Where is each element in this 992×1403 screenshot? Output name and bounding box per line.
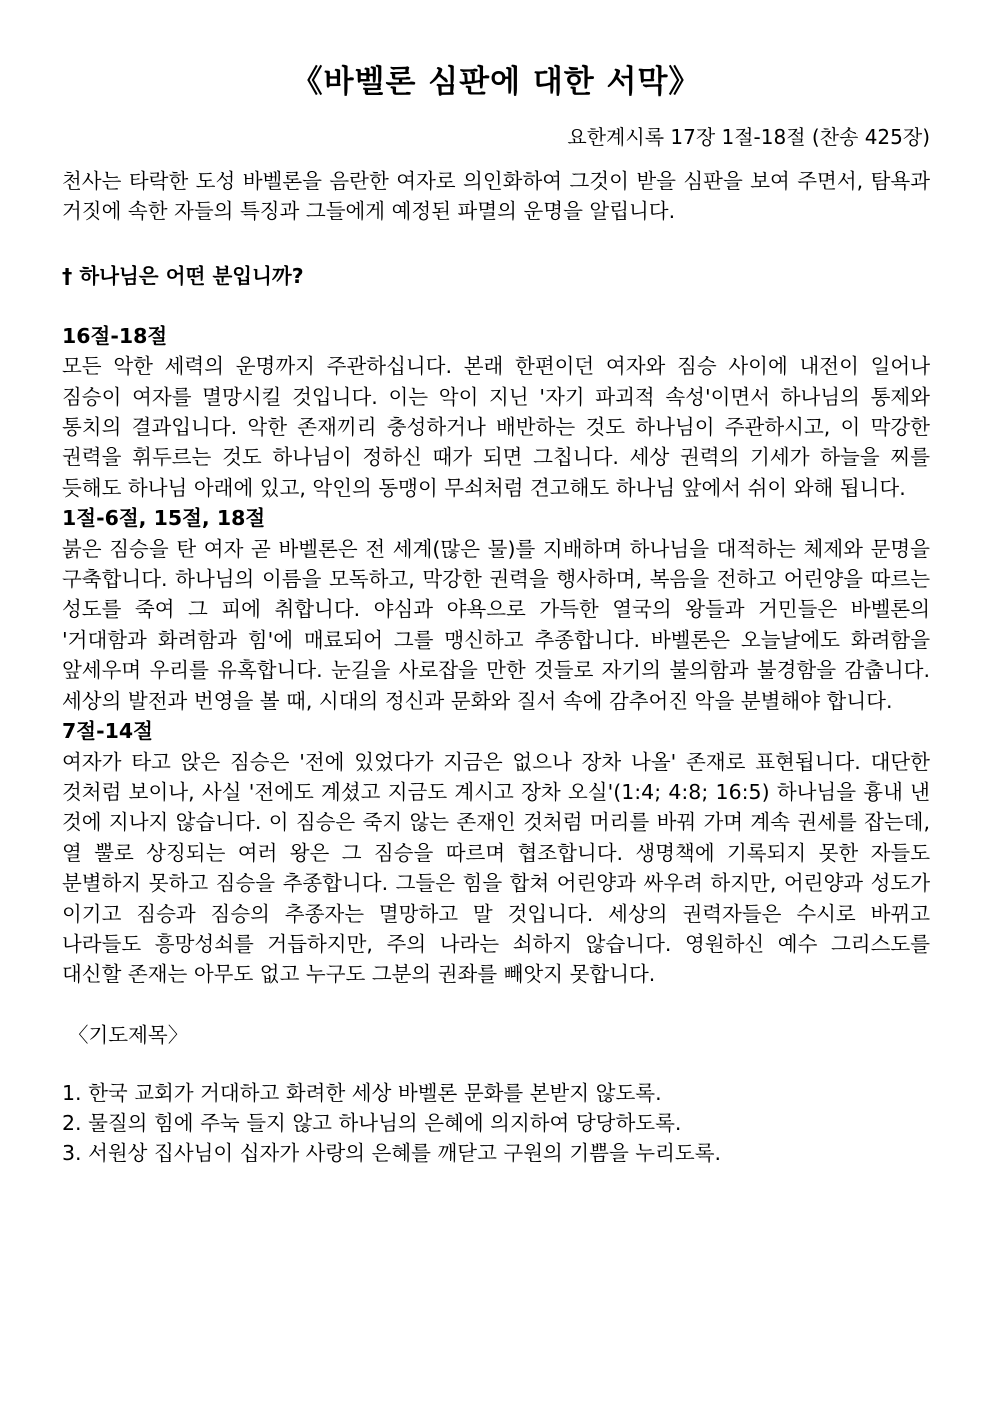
section-body-7-14: 여자가 타고 앉은 짐승은 '전에 있었다가 지금은 없으나 장차 나올' 존재로 표현됩니다. 대단한 것처럼 보이나, 사실 '전에도 계셨고 지금도 계시고 장차 오실'(1:4; 4:8; 16:5) 하나님을 흉내 낸 것에 지나지 않습니다. 이 짐승은 죽지 않는 존재인 것처럼 머리를 바꿔 가며 계속 권세를 잡는데, 열 뿔로 상징되는 여러 왕은 그 짐승을 따르며 협조합니다. 생명책에 기록되지 못한 자들도 분별하지 못하고 짐승을 추종합니다. 그들은 힘을 합쳐 어린양과 싸우려 하지만, 어린양과 성도가 이기고 짐승과 짐승의 추종자는 멸망하고 말 것입니다. 세상의 권력자들은 수시로 바뀌고 나라들도 흥망성쇠를 거듭하지만, 주의 나라는 쇠하지 않습니다. 영원하신 예수 그리스도를 대신할 존재는 아무도 없고 누구도 그분의 권좌를 빼앗지 못합니다. bbox=[62, 749, 930, 987]
scripture-reference: 요한계시록 17장 1절-18절 (찬송 425장) bbox=[567, 125, 930, 149]
section-heading-1-6: 1절-6절, 15절, 18절 bbox=[62, 506, 266, 531]
document-title: 《바벨론 심판에 대한 서막》 bbox=[291, 64, 701, 100]
prayer-item: 1. 한국 교회가 거대하고 화려한 세상 바벨론 문화를 본받지 않도록. bbox=[62, 1080, 662, 1105]
document-page bbox=[62, 60, 930, 1168]
prayer-item: 3. 서원상 집사님이 십자가 사랑의 은혜를 깨닫고 구원의 기쁨을 누리도록. bbox=[62, 1140, 722, 1165]
intro-paragraph: 천사는 타락한 도성 바벨론을 음란한 여자로 의인화하여 그것이 받을 심판을 보여 주면서, 탐욕과 거짓에 속한 자들의 특징과 그들에게 예정된 파멸의 운명을 알립니다. bbox=[62, 169, 930, 224]
prayer-list bbox=[62, 1078, 930, 1168]
section-heading-16-18: 16절-18절 bbox=[62, 323, 168, 348]
section-body-1-6: 붉은 짐승을 탄 여자 곧 바벨론은 전 세계(많은 물)를 지배하며 하나님을 대적하는 체제와 문명을 구축합니다. 하나님의 이름을 모독하고, 막강한 권력을 행사하며, 복음을 전하고 어린양을 따르는 성도를 죽여 그 피에 취합니다. 야심과 야욕으로 가득한 열국의 왕들과 거민들은 바벨론의 '거대함과 화려함과 힘'에 매료되어 그를 맹신하고 추종합니다. 바벨론은 오늘날에도 화려함을 앞세우며 우리를 유혹합니다. 눈길을 사로잡을 만한 것들로 자기의 불의함과 불경함을 감춥니다. 세상의 발전과 번영을 볼 때, 시대의 정신과 문화와 질서 속에 감추어진 악을 분별해야 합니다. bbox=[62, 536, 930, 713]
prayer-topics-heading: 〈기도제목〉 bbox=[68, 1022, 189, 1047]
section-question-heading: † 하나님은 어떤 분입니까? bbox=[62, 263, 304, 288]
prayer-item: 2. 물질의 힘에 주눅 들지 않고 하나님의 은혜에 의지하여 당당하도록. bbox=[62, 1110, 682, 1135]
section-body-16-18: 모든 악한 세력의 운명까지 주관하십니다. 본래 한편이던 여자와 짐승 사이에 내전이 일어나 짐승이 여자를 멸망시킬 것입니다. 이는 악이 지닌 '자기 파괴적 속성'이면서 하나님의 통제와 통치의 결과입니다. 악한 존재끼리 충성하거나 배반하는 것도 하나님이 주관하시고, 이 막강한 권력을 휘두르는 것도 하나님이 정하신 때가 되면 그칩니다. 세상 권력의 기세가 하늘을 찌를 듯해도 하나님 아래에 있고, 악인의 동맹이 무쇠처럼 견고해도 하나님 앞에서 쉬이 와해 됩니다. bbox=[62, 354, 930, 500]
section-heading-7-14: 7절-14절 bbox=[62, 719, 153, 744]
